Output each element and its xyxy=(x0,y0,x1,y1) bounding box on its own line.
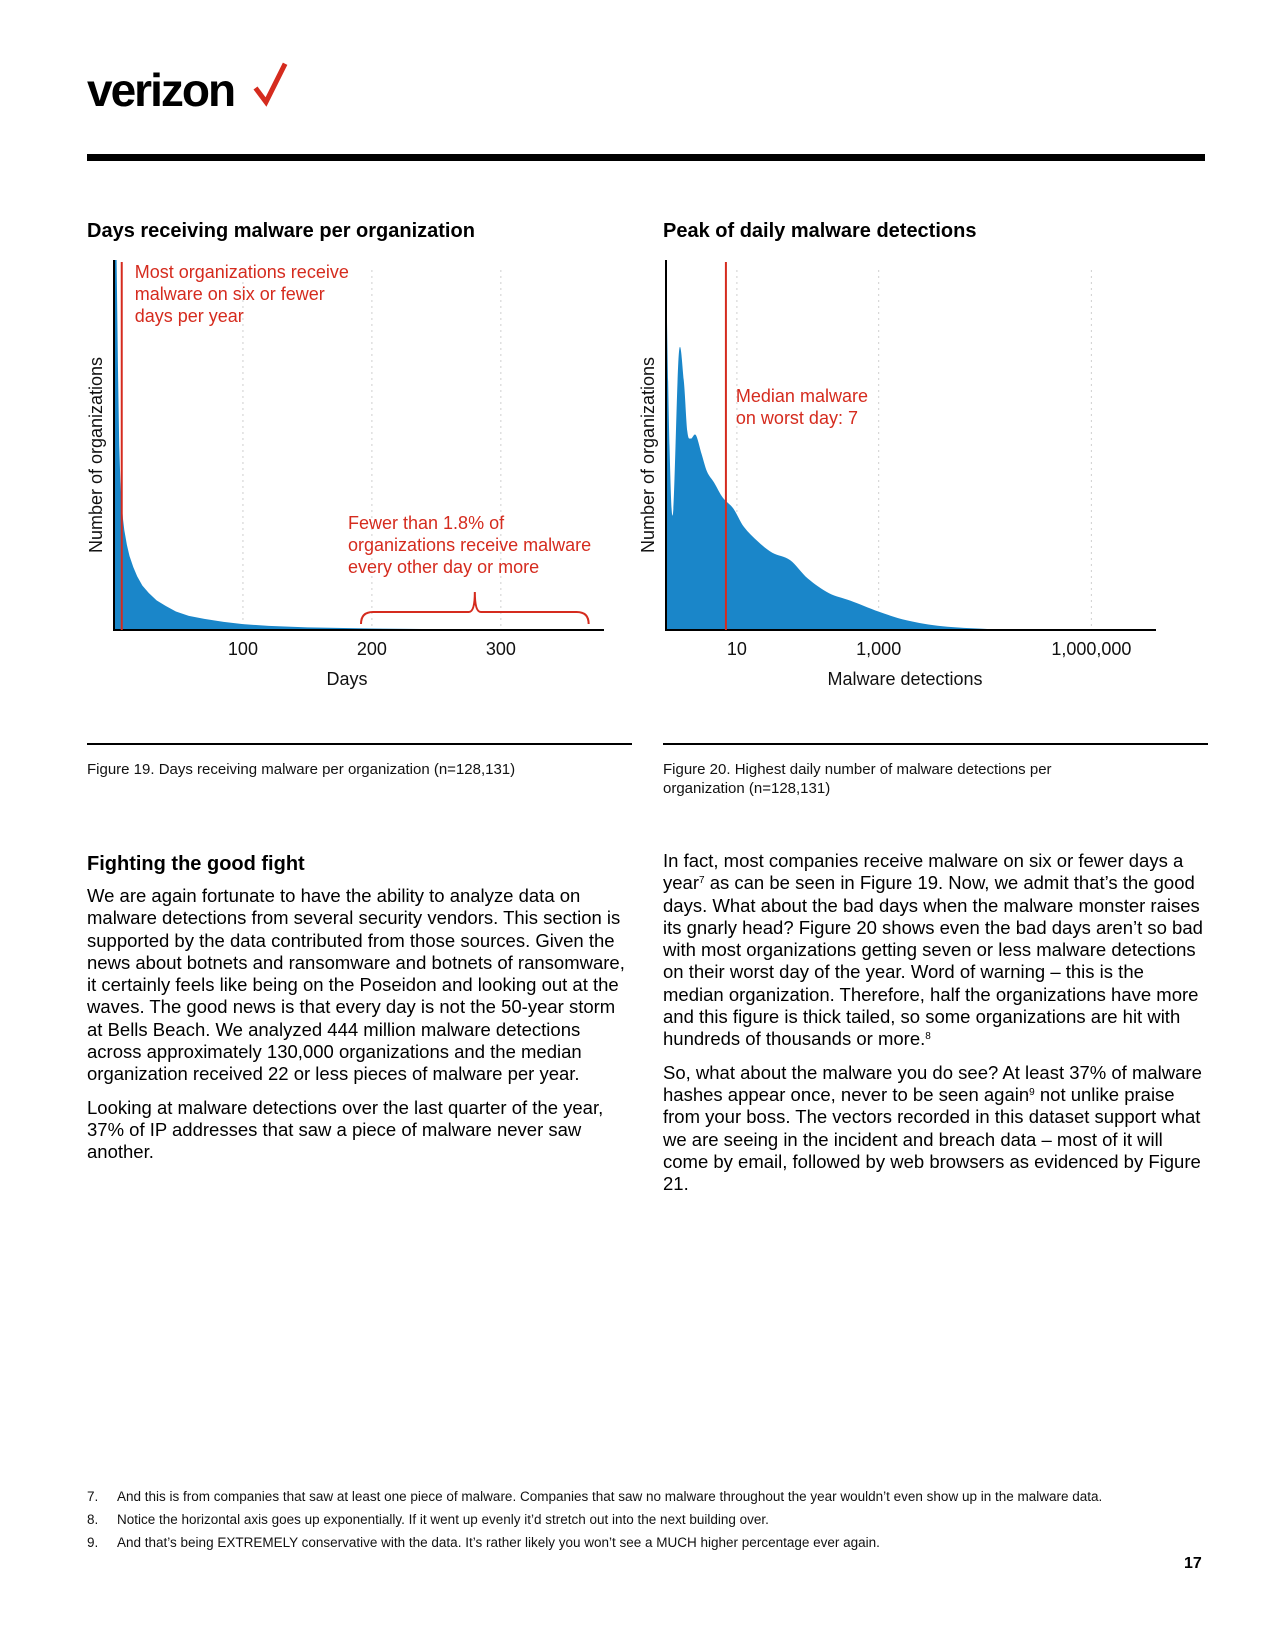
footnote-text: And this is from companies that saw at least one piece of malware. Companies that saw no malware throughout the year wouldn’t even show up in the malware data. xyxy=(117,1489,1103,1504)
footnote-ref-7: 7 xyxy=(699,875,705,887)
annotation-text: Most organizations receive xyxy=(134,262,349,282)
right-p2-part-a: So, what about the malware you do see? At least 37% of malware hashes appear once, never to be seen again xyxy=(663,1061,1202,1105)
verizon-logo xyxy=(87,60,287,120)
right-paragraph-1 xyxy=(663,850,1208,1051)
area-series xyxy=(666,262,1141,630)
annotation-text: every other day or more xyxy=(348,557,540,577)
logo-wordmark: verizon xyxy=(87,64,235,116)
x-tick-label: 1,000,000 xyxy=(1051,639,1132,659)
range-brace xyxy=(361,592,589,624)
figure19-title: Days receiving malware per organization xyxy=(87,220,475,242)
left-paragraph-1: We are again fortunate to have the ability to analyze data on malware detections from several security vendors. This section is supported by the data contributed from those sources. Given the news about botnets and ransomware and botnets of ransomware, it certainly feels like being on the Poseidon and looking out at the waves. The good news is that every day is not the 50-year storm at Bells Beach. We analyzed 444 million malware detections across approximately 130,000 organizations and the median organization received 22 or less pieces of malware per year. xyxy=(87,885,625,1085)
right-p1-part-a: In fact, most companies receive malware on six or fewer days a year xyxy=(663,850,1184,894)
footnote-8 xyxy=(87,1511,1127,1528)
right-p2-part-b: not unlike praise from your boss. The vectors recorded in this dataset support what we are seeing in the incident and breach data – most of it will come by email, followed by web browsers as evidenced by Figure 21. xyxy=(663,1083,1201,1195)
left-paragraph-2: Looking at malware detections over the last quarter of the year, 37% of IP addresses that saw a piece of malware never saw another. xyxy=(87,1096,604,1163)
footnote-9 xyxy=(87,1534,1127,1551)
annotation-text: malware on six or fewer xyxy=(134,284,325,304)
x-tick-label: 100 xyxy=(227,639,258,659)
right-p1-part-b: as can be seen in Figure 19. Now, we admit that’s the good days. What about the bad days when the malware monster raises its gnarly head? Figure 20 shows even the bad days aren’t so bad with most organizations getting seven or less malware detections on their worst day of the year. Word of warning – this is the median organization. Therefore, half the organizations have more and this figure is thick tailed, so some organizations are hit with hundreds of thousands or more. xyxy=(663,872,1203,1050)
footnote-number: 7. xyxy=(87,1489,99,1504)
annotation-text: days per year xyxy=(134,306,244,326)
figure20-title: Peak of daily malware detections xyxy=(663,220,977,242)
header-rule xyxy=(87,154,1205,161)
section-title: Fighting the good fight xyxy=(87,853,305,875)
figure20-caption: Figure 20. Highest daily number of malware detections per organization (n=128,131) xyxy=(663,761,1052,797)
x-tick-label: 200 xyxy=(356,639,387,659)
x-axis-label: Malware detections xyxy=(827,669,983,689)
footnote-number: 8. xyxy=(87,1512,99,1527)
x-axis-label: Days xyxy=(326,669,368,689)
right-paragraph-2 xyxy=(663,1062,1208,1196)
x-tick-label: 1,000 xyxy=(856,639,902,659)
checkmark-icon xyxy=(255,62,287,108)
footnote-number: 9. xyxy=(87,1535,99,1550)
right-column xyxy=(663,850,1208,1206)
figure19-rule xyxy=(87,743,632,745)
x-tick-label: 10 xyxy=(726,639,747,659)
annotation-text: Median malware xyxy=(735,386,868,406)
figure19-caption: Figure 19. Days receiving malware per organization (n=128,131) xyxy=(87,761,516,778)
footnote-ref-8: 8 xyxy=(925,1031,931,1043)
footnote-ref-9: 9 xyxy=(1029,1086,1035,1098)
x-tick-label: 300 xyxy=(485,639,516,659)
y-axis-label: Number of organizations xyxy=(86,356,106,554)
y-axis-label: Number of organizations xyxy=(638,356,658,554)
left-column xyxy=(87,885,632,1175)
footnote-text: Notice the horizontal axis goes up exponentially. If it went up evenly it’d stretch out into the next building over. xyxy=(117,1512,769,1527)
annotation-text: Fewer than 1.8% of xyxy=(348,513,505,533)
figure20-rule xyxy=(663,743,1208,745)
annotation-text: on worst day: 7 xyxy=(735,408,858,428)
annotation-text: organizations receive malware xyxy=(348,535,592,555)
footnote-text: And that’s being EXTREMELY conservative with the data. It’s rather likely you won’t see a MUCH higher percentage ever again. xyxy=(117,1535,880,1550)
footnote-7 xyxy=(87,1488,1127,1505)
figure20-chart xyxy=(638,260,1208,720)
footnotes xyxy=(87,1488,1127,1557)
figure19-chart xyxy=(87,260,632,720)
page-number: 17 xyxy=(1184,1555,1202,1572)
